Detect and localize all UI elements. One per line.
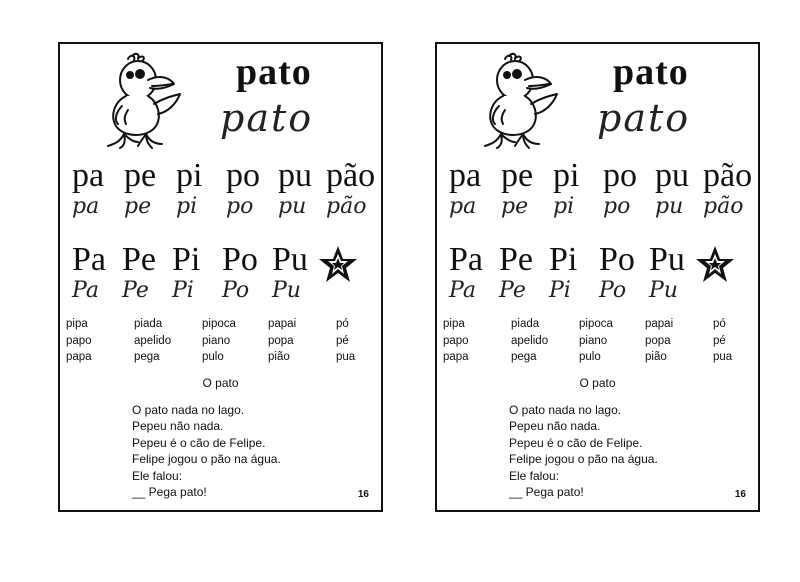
story-text: [509, 402, 749, 500]
word: popa: [268, 334, 294, 347]
word: pipoca: [579, 318, 613, 330]
word: pó: [713, 318, 726, 330]
cursive-syllable: pu: [278, 194, 307, 219]
syllable: po: [226, 157, 260, 194]
word-list: [443, 316, 753, 368]
story-line: Pepeu não nada.: [132, 419, 224, 434]
cursive-syllable: pa: [449, 194, 477, 219]
word: pipa: [443, 318, 465, 330]
worksheet-page-right: [435, 42, 760, 512]
word: popa: [645, 334, 671, 347]
word: pé: [336, 334, 349, 347]
word-column: [268, 316, 296, 366]
word: pião: [645, 351, 667, 363]
syllable: pa: [449, 157, 482, 194]
uppercase-cursive-row: [445, 278, 745, 306]
title-word-cursive: pato: [597, 96, 691, 140]
syllable: Pa: [72, 241, 106, 278]
syllable: po: [603, 157, 637, 194]
word: piada: [134, 318, 163, 330]
cursive-syllable: pi: [176, 194, 198, 219]
cursive-syllable: Pi: [172, 278, 194, 303]
title-word-print: pato: [613, 51, 689, 93]
syllable: pão: [326, 157, 376, 194]
syllable: Po: [599, 241, 635, 278]
syllable: Pi: [549, 241, 578, 278]
word: piano: [579, 334, 608, 347]
word: pipoca: [202, 318, 236, 330]
duck-illustration: [471, 50, 567, 152]
word-column: [443, 316, 469, 366]
cursive-syllable: Po: [222, 278, 250, 303]
duck-illustration: [94, 50, 190, 152]
word: apelido: [134, 334, 172, 347]
story-line: Pepeu é o cão de Felipe.: [132, 435, 266, 450]
cursive-syllable: pe: [124, 194, 152, 219]
story-line: Ele falou:: [509, 468, 560, 483]
word: pega: [511, 351, 537, 363]
word: pua: [713, 351, 733, 363]
word-column: [134, 316, 171, 366]
cursive-syllable: pão: [703, 194, 744, 219]
word-column: [511, 316, 548, 366]
word-list: [66, 316, 376, 368]
syllable: Pe: [499, 241, 533, 278]
syllable: Pu: [649, 241, 685, 278]
cursive-syllable: po: [226, 194, 254, 219]
syllable: Pi: [172, 241, 201, 278]
syllable: pe: [124, 157, 157, 194]
word: pião: [268, 351, 290, 363]
cursive-syllable: Pu: [649, 278, 678, 303]
title-word-cursive: pato: [220, 96, 314, 140]
cursive-syllable: Pa: [72, 278, 99, 303]
page-number: 16: [357, 489, 369, 500]
word: papai: [645, 318, 674, 330]
story-line: __ Pega pato!: [509, 484, 584, 499]
syllable: pi: [553, 157, 580, 194]
cursive-syllable: pu: [655, 194, 684, 219]
word: pulo: [202, 351, 224, 363]
title-word-print: pato: [236, 51, 312, 93]
word-column: [202, 316, 236, 366]
word: pega: [134, 351, 160, 363]
story-line: Ele falou:: [132, 468, 183, 483]
cursive-syllable: pão: [326, 194, 367, 219]
story-title: O pato: [202, 376, 239, 390]
cursive-syllable: Pa: [449, 278, 476, 303]
syllable: Pe: [122, 241, 156, 278]
syllable: Pu: [272, 241, 308, 278]
cursive-syllable: po: [603, 194, 631, 219]
word: piada: [511, 318, 540, 330]
cursive-syllable: Pe: [499, 278, 526, 303]
word: pipa: [66, 318, 88, 330]
word: pé: [713, 334, 726, 347]
worksheet-page-left: [58, 42, 383, 512]
word: apelido: [511, 334, 549, 347]
word: piano: [202, 334, 231, 347]
story-line: O pato nada no lago.: [509, 403, 622, 417]
cursive-syllable: Pi: [549, 278, 571, 303]
word-column: [66, 316, 92, 366]
cursive-syllable: Po: [599, 278, 627, 303]
word: pulo: [579, 351, 601, 363]
lowercase-cursive-row: [68, 194, 368, 222]
word: pua: [336, 351, 356, 363]
word-column: [579, 316, 613, 366]
cursive-syllable: pe: [501, 194, 529, 219]
story-line: __ Pega pato!: [132, 484, 207, 499]
story-title: O pato: [579, 376, 616, 390]
lowercase-cursive-row: [445, 194, 745, 222]
syllable: Pa: [449, 241, 483, 278]
uppercase-cursive-row: [68, 278, 368, 306]
word: papai: [268, 318, 297, 330]
word-column: [713, 316, 732, 366]
story-line: Pepeu não nada.: [509, 419, 601, 434]
syllable: Po: [222, 241, 258, 278]
syllable: pi: [176, 157, 203, 194]
page-number: 16: [734, 489, 746, 500]
word: pó: [336, 318, 349, 330]
syllable: pu: [655, 157, 689, 194]
word-column: [645, 316, 673, 366]
story-line: Felipe jogou o pão na água.: [132, 452, 281, 467]
word-column: [336, 316, 355, 366]
story-line: O pato nada no lago.: [132, 403, 245, 417]
story-line: Pepeu é o cão de Felipe.: [509, 435, 643, 450]
syllable: pu: [278, 157, 312, 194]
cursive-syllable: Pu: [272, 278, 301, 303]
cursive-syllable: pa: [72, 194, 100, 219]
syllable: pe: [501, 157, 534, 194]
word: papo: [66, 334, 92, 347]
syllable: pa: [72, 157, 105, 194]
story-text: [132, 402, 372, 500]
cursive-syllable: pi: [553, 194, 575, 219]
word: papa: [443, 351, 469, 363]
syllable: pão: [703, 157, 753, 194]
story-line: Felipe jogou o pão na água.: [509, 452, 658, 467]
cursive-syllable: Pe: [122, 278, 149, 303]
word: papo: [443, 334, 469, 347]
word: papa: [66, 351, 92, 363]
